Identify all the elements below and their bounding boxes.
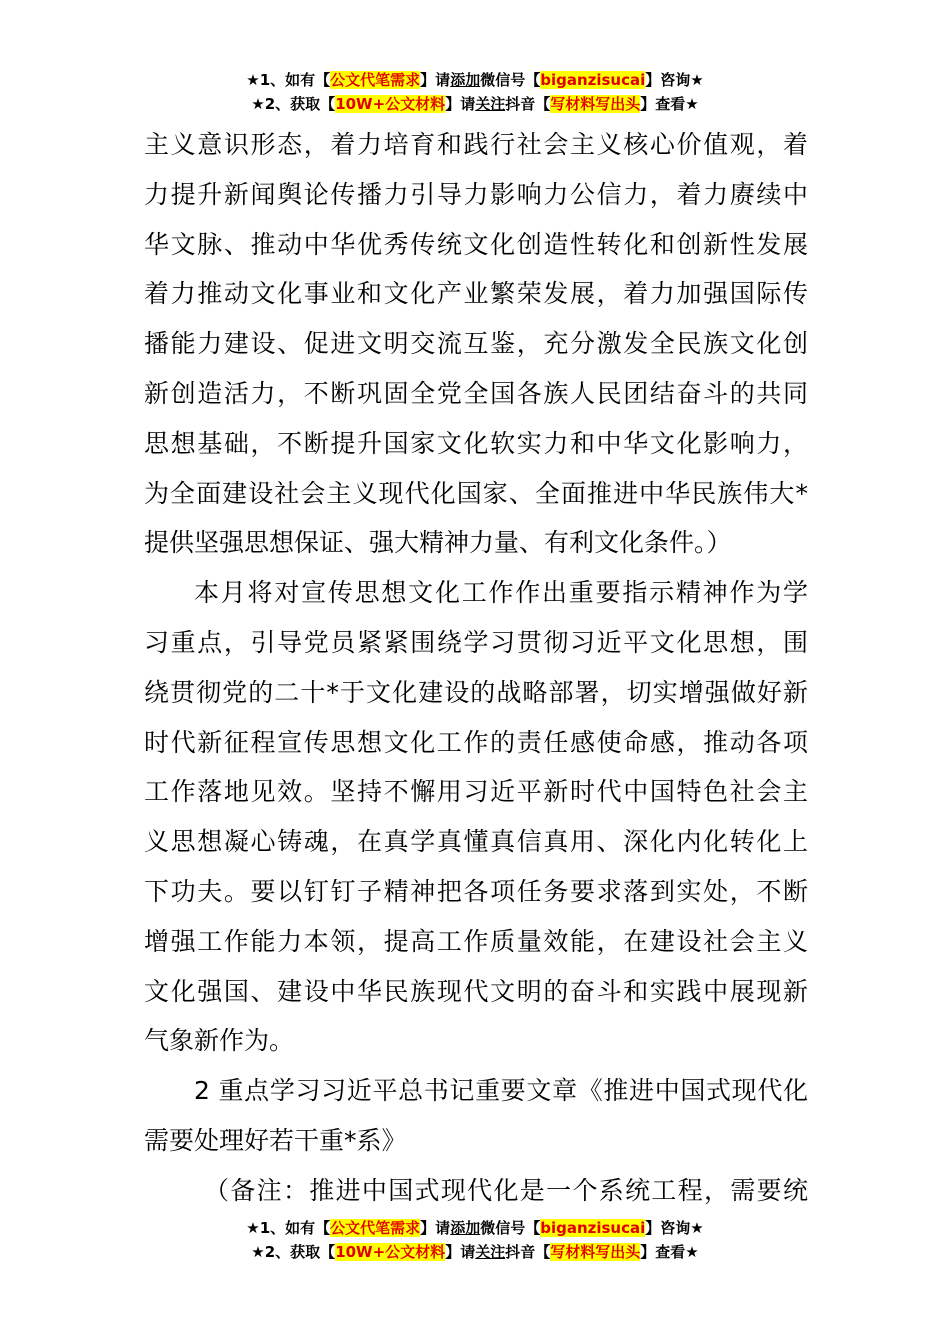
banner-text: ★1、如有【 xyxy=(246,71,331,89)
header-banner xyxy=(0,69,950,117)
banner-line-1 xyxy=(0,69,950,93)
text-line: 义思想凝心铸魂，在真学真懂真信真用、深化内化转化上 xyxy=(144,827,808,857)
banner-line-1 xyxy=(0,1217,950,1241)
banner-text: 】查看★ xyxy=(640,95,699,113)
banner-text: 】咨询★ xyxy=(645,1219,704,1237)
banner-text: ★2、获取【 xyxy=(251,1243,336,1261)
text-line: 2 重点学习习近平总书记重要文章《推进中国式现代化 xyxy=(194,1076,808,1106)
text-line: 播能力建设、促进文明交流互鉴，充分激发全民族文化创 xyxy=(144,329,808,359)
banner-text: 】请 xyxy=(420,71,451,89)
banner-highlight: 写材料写出头 xyxy=(550,1243,641,1261)
banner-text: 抖音【 xyxy=(505,95,551,113)
banner-text: 】查看★ xyxy=(640,1243,699,1261)
text-line: 为全面建设社会主义现代化国家、全面推进中华民族伟大* xyxy=(144,478,808,508)
banner-text: ★2、获取【 xyxy=(251,95,336,113)
banner-underline: 关注 xyxy=(475,95,506,113)
banner-underline: 关注 xyxy=(475,1243,506,1261)
text-line: 需要处理好若干重*系》 xyxy=(144,1125,407,1155)
text-line: 习重点，引导党员紧紧围绕学习贯彻习近平文化思想，围 xyxy=(144,627,808,657)
document-body xyxy=(144,120,808,1216)
banner-highlight: biganzisucai xyxy=(540,1219,646,1237)
banner-text: ★1、如有【 xyxy=(246,1219,331,1237)
text-line: （备注：推进中国式现代化是一个系统工程，需要统 xyxy=(204,1175,808,1205)
banner-line-2 xyxy=(0,93,950,117)
text-line: 华文脉、推动中华优秀传统文化创造性转化和创新性发展 xyxy=(144,229,808,259)
text-line: 增强工作能力本领，提高工作质量效能，在建设社会主义 xyxy=(144,926,808,956)
text-line: 新创造活力，不断巩固全党全国各族人民团结奋斗的共同 xyxy=(144,378,808,408)
banner-text: 抖音【 xyxy=(505,1243,551,1261)
banner-text: 】请 xyxy=(420,1219,451,1237)
text-line: 工作落地见效。坚持不懈用习近平新时代中国特色社会主 xyxy=(144,777,808,807)
text-line: 思想基础，不断提升国家文化软实力和中华文化影响力， xyxy=(144,428,808,458)
text-line: 着力推动文化事业和文化产业繁荣发展，着力加强国际传 xyxy=(144,279,808,309)
text-line: 文化强国、建设中华民族现代文明的奋斗和实践中展现新 xyxy=(144,976,808,1006)
banner-text: 】咨询★ xyxy=(645,71,704,89)
banner-text: 微信号【 xyxy=(480,71,541,89)
text-line: 主义意识形态，着力培育和践行社会主义核心价值观，着 xyxy=(144,130,808,159)
text-line: 时代新征程宣传思想文化工作的责任感使命感，推动各项 xyxy=(144,727,808,757)
banner-text: 】请 xyxy=(445,95,476,113)
banner-text: 微信号【 xyxy=(480,1219,541,1237)
banner-highlight: 公文代笔需求 xyxy=(330,1219,421,1237)
footer-banner xyxy=(0,1217,950,1265)
banner-underline: 添加 xyxy=(450,71,481,89)
text-line: 气象新作为。 xyxy=(144,1026,295,1056)
banner-highlight: 公文代笔需求 xyxy=(330,71,421,89)
banner-highlight: 10W+公文材料 xyxy=(335,95,446,113)
banner-line-2 xyxy=(0,1241,950,1265)
text-line: 提供坚强思想保证、强大精神力量、有利文化条件。） xyxy=(144,528,732,558)
banner-text: 】请 xyxy=(445,1243,476,1261)
text-line: 下功夫。要以钉钉子精神把各项任务要求落到实处，不断 xyxy=(144,876,808,906)
banner-highlight: 10W+公文材料 xyxy=(335,1243,446,1261)
banner-underline: 添加 xyxy=(450,1219,481,1237)
text-line: 绕贯彻党的二十*于文化建设的战略部署，切实增强做好新 xyxy=(144,677,808,707)
text-line: 力提升新闻舆论传播力引导力影响力公信力，着力赓续中 xyxy=(144,179,808,209)
banner-highlight: 写材料写出头 xyxy=(550,95,641,113)
text-line: 本月将对宣传思想文化工作作出重要指示精神作为学 xyxy=(194,578,808,608)
banner-highlight: biganzisucai xyxy=(540,71,646,89)
